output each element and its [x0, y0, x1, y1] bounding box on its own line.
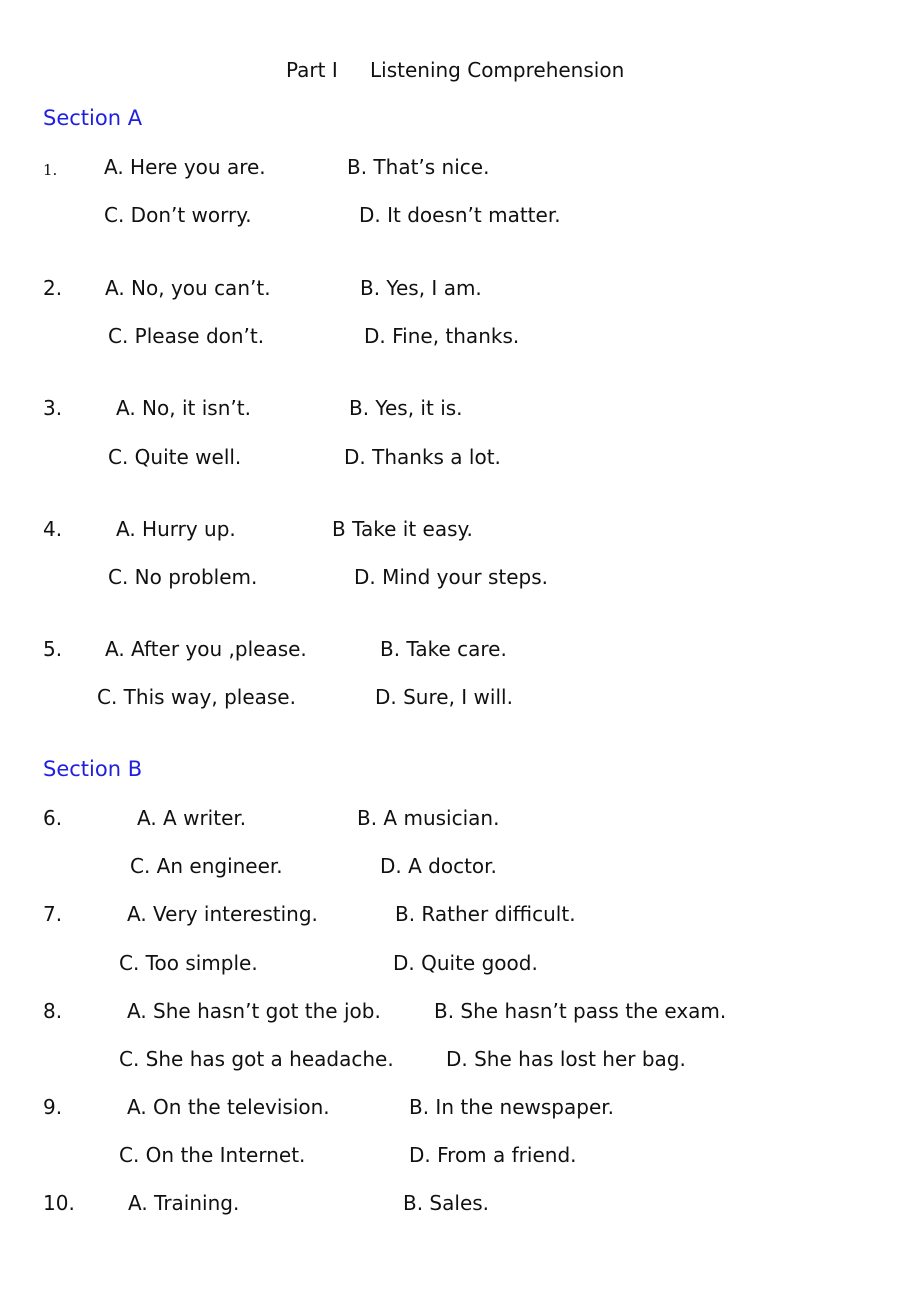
option-c: C. No problem. — [108, 565, 258, 589]
question-number: 9. — [43, 1095, 63, 1119]
option-d: D. From a friend. — [409, 1143, 577, 1167]
option-d: D. Quite good. — [393, 951, 538, 975]
option-a: A. Training. — [128, 1191, 240, 1215]
option-b: B. Yes, I am. — [360, 276, 482, 300]
question-number: 3. — [43, 396, 63, 420]
option-a: A. After you ,please. — [105, 637, 307, 661]
question-number: 6. — [43, 806, 63, 830]
option-b: B. She hasn’t pass the exam. — [434, 999, 727, 1023]
option-c: C. Don’t worry. — [104, 203, 252, 227]
part-label: Part I — [286, 58, 338, 82]
question-number: 10. — [43, 1191, 75, 1215]
question-number: 7. — [43, 902, 63, 926]
question-number: 1. — [43, 161, 58, 179]
option-a: A. No, you can’t. — [105, 276, 271, 300]
option-d: D. A doctor. — [380, 854, 497, 878]
option-d: D. She has lost her bag. — [446, 1047, 686, 1071]
option-c: C. On the Internet. — [119, 1143, 306, 1167]
option-b: B Take it easy. — [332, 517, 473, 541]
option-c: C. An engineer. — [130, 854, 283, 878]
option-a: A. Very interesting. — [127, 902, 318, 926]
option-c: C. Please don’t. — [108, 324, 265, 348]
question-number: 8. — [43, 999, 63, 1023]
section-b-heading: Section B — [43, 757, 143, 781]
option-c: C. Too simple. — [119, 951, 258, 975]
option-a: A. A writer. — [137, 806, 247, 830]
option-a: A. No, it isn’t. — [116, 396, 251, 420]
option-d: D. It doesn’t matter. — [359, 203, 561, 227]
option-d: D. Mind your steps. — [354, 565, 549, 589]
question-number: 5. — [43, 637, 63, 661]
section-a-heading: Section A — [43, 106, 143, 130]
option-d: D. Sure, I will. — [375, 685, 513, 709]
question-number: 2. — [43, 276, 63, 300]
page-title: Listening Comprehension — [370, 58, 625, 82]
option-b: B. That’s nice. — [347, 155, 490, 179]
option-b: B. Take care. — [380, 637, 507, 661]
option-b: B. Sales. — [403, 1191, 490, 1215]
option-b: B. Yes, it is. — [349, 396, 463, 420]
question-number: 4. — [43, 517, 63, 541]
option-c: C. She has got a headache. — [119, 1047, 394, 1071]
option-d: D. Thanks a lot. — [344, 445, 501, 469]
option-b: B. Rather difficult. — [395, 902, 576, 926]
option-a: A. Here you are. — [104, 155, 266, 179]
option-c: C. This way, please. — [97, 685, 296, 709]
option-c: C. Quite well. — [108, 445, 242, 469]
option-a: A. She hasn’t got the job. — [127, 999, 381, 1023]
option-d: D. Fine, thanks. — [364, 324, 520, 348]
option-b: B. In the newspaper. — [409, 1095, 614, 1119]
option-a: A. Hurry up. — [116, 517, 236, 541]
option-a: A. On the television. — [127, 1095, 330, 1119]
option-b: B. A musician. — [357, 806, 500, 830]
